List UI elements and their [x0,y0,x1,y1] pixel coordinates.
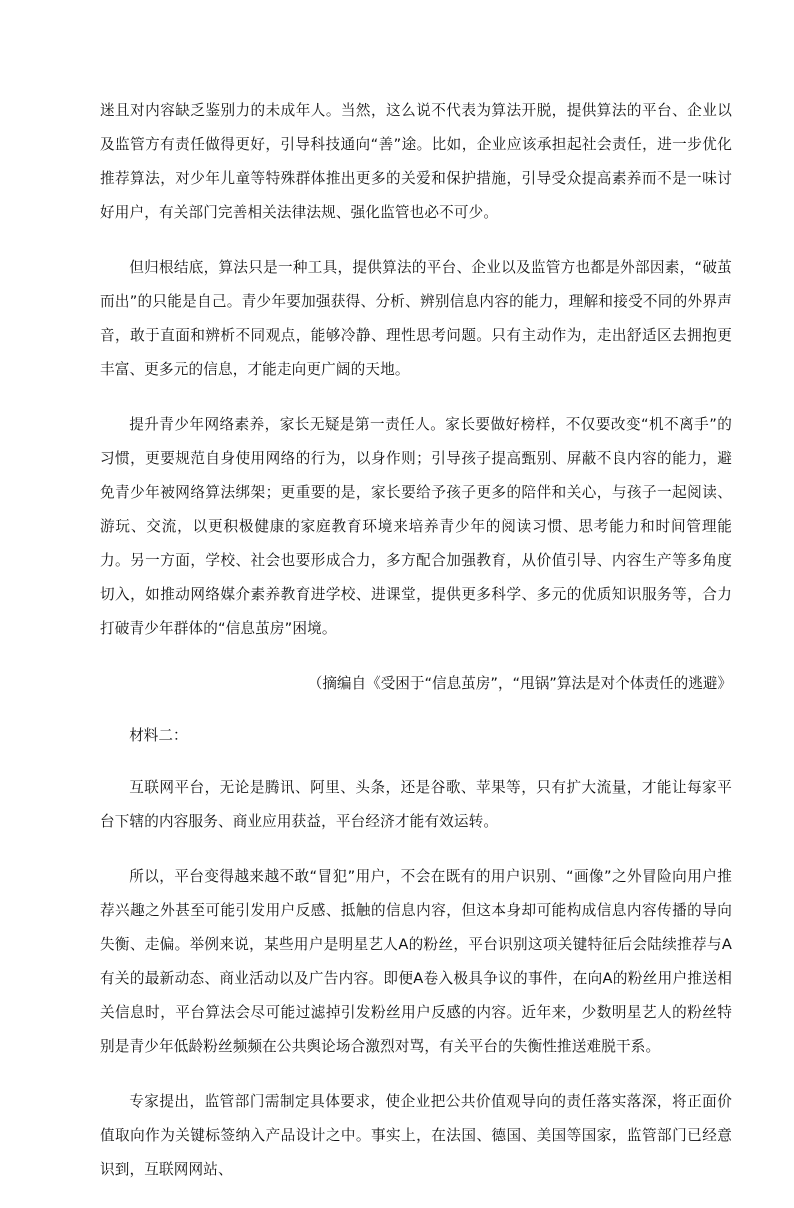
source-citation: （摘编自《受困于“信息茧房”，“甩锅”算法是对个体责任的逃避》 [307,675,732,692]
paragraph-6: 专家提出，监管部门需制定具体要求，使企业把公共价值观导向的责任落实落深，将正面价值取向作为关键标签纳入产品设计之中。事实上，在法国、德国、美国等国家，监管部门已经意识到，互联网网站、 [100,1093,732,1178]
document-body [100,94,732,1208]
paragraph-1: 迷且对内容缺乏鉴别力的未成年人。当然，这么说不代表为算法开脱，提供算法的平台、企业以及监管方有责任做得更好，引导科技通向“善”途。比如，企业应该承担起社会责任，进一步优化推荐算法，对少年儿童等特殊群体推出更多的关爱和保护措施，引导受众提高素养而不是一味讨好用户，有关部门完善相关法律法规、强化监管也必不可少。 [100,102,732,221]
paragraph-4: 互联网平台，无论是腾讯、阿里、头条，还是谷歌、苹果等，只有扩大流量，才能让每家平台下辖的内容服务、商业应用获益，平台经济才能有效运转。 [100,779,732,830]
paragraph-5: 所以，平台变得越来越不敢“冒犯”用户，不会在既有的用户识别、“画像”之外冒险向用户推荐兴趣之外甚至可能引发用户反感、抵触的信息内容，但这本身却可能构成信息内容传播的导向失衡、走偏。举例来说，某些用户是明星艺人A的粉丝，平台识别这项关键特征后会陆续推荐与A有关的最新动态、商业活动以及广告内容。即便A卷入极具争议的事件，在向A的粉丝用户推送相关信息时，平台算法会尽可能过滤掉引发粉丝用户反感的内容。近年来，少数明星艺人的粉丝特别是青少年低龄粉丝频频在公共舆论场合激烈对骂，有关平台的失衡性推送难脱干系。 [100,868,732,1055]
paragraph-3: 提升青少年网络素养，家长无疑是第一责任人。家长要做好榜样，不仅要改变“机不离手”的习惯，更要规范自身使用网络的行为，以身作则；引导孩子提高甄别、屏蔽不良内容的能力，避免青少年被网络算法绑架；更重要的是，家长要给予孩子更多的陪伴和关心，与孩子一起阅读、游玩、交流，以更积极健康的家庭教育环境来培养青少年的阅读习惯、思考能力和时间管理能力。另一方面，学校、社会也要形成合力，多方配合加强教育，从价值引导、内容生产等多角度切入，如推动网络媒介素养教育进学校、进课堂，提供更多科学、多元的优质知识服务等，合力打破青少年群体的“信息茧房”困境。 [100,416,732,637]
material-two-heading: 材料二： [129,727,188,744]
paragraph-2: 但归根结底，算法只是一种工具，提供算法的平台、企业以及监管方也都是外部因素，“破茧而出”的只能是自己。青少年要加强获得、分析、辨别信息内容的能力，理解和接受不同的外界声音，敢于直面和辨析不同观点，能够冷静、理性思考问题。只有主动作为，走出舒适区去拥抱更丰富、更多元的信息，才能走向更广阔的天地。 [100,259,732,378]
